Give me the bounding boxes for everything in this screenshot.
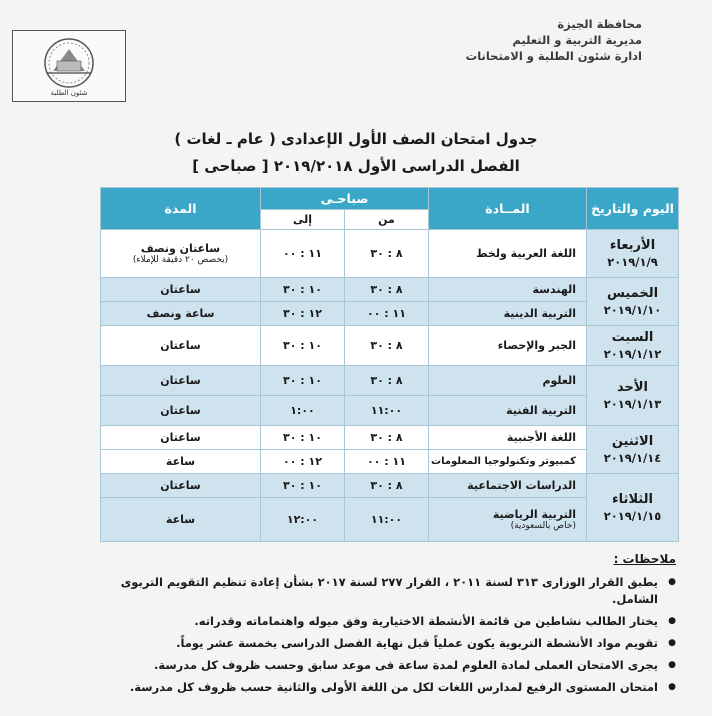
- subject-cell: العلوم: [429, 366, 587, 396]
- day-date: ٢٠١٩/١/٩: [607, 254, 658, 269]
- from-cell: ٨ : ٣٠: [345, 366, 429, 396]
- department-label: ادارة شئون الطلبة و الامتحانات: [465, 49, 642, 63]
- table-row: [101, 474, 679, 498]
- directorate-label: مديرية التربية و التعليم: [512, 33, 642, 47]
- duration-cell: ساعتان: [101, 426, 261, 450]
- table-row: [101, 230, 679, 278]
- from-cell: ١١:٠٠: [345, 498, 429, 542]
- from-cell: ١١ : ٠٠: [345, 450, 429, 474]
- to-cell: ١٠ : ٣٠: [261, 326, 345, 366]
- duration-cell: ساعتان: [101, 396, 261, 426]
- duration-cell: ساعة ونصف: [101, 302, 261, 326]
- header-from: من: [345, 210, 429, 230]
- day-name: الثلاثاء: [612, 491, 653, 507]
- exam-schedule-table: [100, 187, 679, 542]
- list-item: ● يجرى الامتحان العملى لمادة العلوم لمدة ساعة فى موعد سابق وحسب ظروف كل مدرسة.: [76, 657, 676, 674]
- from-cell: ٨ : ٣٠: [345, 230, 429, 278]
- subject-cell: [429, 498, 587, 542]
- day-date: ٢٠١٩/١/١٤: [603, 450, 662, 465]
- to-cell: ١٢ : ٣٠: [261, 302, 345, 326]
- day-date: ٢٠١٩/١/١٠: [603, 302, 662, 317]
- department-logo: [12, 30, 126, 102]
- to-cell: ١٢ : ٠٠: [261, 450, 345, 474]
- subject-cell: الجبر والإحصاء: [429, 326, 587, 366]
- duration-cell: ساعة: [101, 450, 261, 474]
- day-date: ٢٠١٩/١/١٣: [603, 396, 662, 411]
- term-title: الفصل الدراسى الأول ٢٠١٩/٢٠١٨ [ صباحى ]: [192, 157, 520, 175]
- organization-header: [466, 16, 642, 64]
- from-cell: ٨ : ٣٠: [345, 278, 429, 302]
- day-date: ٢٠١٩/١/١٥: [603, 508, 662, 523]
- to-cell: ١:٠٠: [261, 396, 345, 426]
- schedule-title: جدول امتحان الصف الأول الإعدادى ( عام ـ لغات ): [174, 130, 538, 148]
- duration-cell: ساعة: [101, 498, 261, 542]
- subject-cell: كمبيوتر وتكنولوجيا المعلومات: [429, 450, 587, 474]
- notes-list: [76, 574, 676, 701]
- to-cell: ١٠ : ٣٠: [261, 278, 345, 302]
- subject-cell: اللغة العربية ولخط: [429, 230, 587, 278]
- table-row: [101, 326, 679, 366]
- duration-cell: ساعتان: [101, 278, 261, 302]
- subject-cell: التربية الفنية: [429, 396, 587, 426]
- duration-note: (يخصص ٢٠ دقيقة للإملاء): [132, 254, 229, 265]
- day-name: الأربعاء: [609, 237, 656, 253]
- from-cell: ٨ : ٣٠: [345, 426, 429, 450]
- header-day-date: اليوم والتاريخ: [587, 188, 679, 230]
- duration-cell: ساعتان: [101, 326, 261, 366]
- to-cell: ١٠ : ٣٠: [261, 474, 345, 498]
- day-name: الخميس: [606, 285, 659, 301]
- table-row: [101, 426, 679, 450]
- subject-cell: الدراسات الاجتماعية: [429, 474, 587, 498]
- subject-note: (خاص بالسعودية): [510, 520, 576, 531]
- day-cell: [587, 230, 679, 278]
- to-cell: ١٠ : ٣٠: [261, 366, 345, 396]
- day-name: السبت: [611, 329, 654, 345]
- from-cell: ٨ : ٣٠: [345, 474, 429, 498]
- subject-cell: التربية الدينية: [429, 302, 587, 326]
- day-name: الاثنين: [611, 433, 654, 449]
- subject-cell: الهندسة: [429, 278, 587, 302]
- table-row: [101, 278, 679, 302]
- day-date: ٢٠١٩/١/١٢: [603, 346, 662, 361]
- list-item: ● يختار الطالب نشاطين من قائمة الأنشطة الاختيارية وفق ميوله واهتماماته وقدراته.: [76, 613, 676, 630]
- to-cell: ١٠ : ٣٠: [261, 426, 345, 450]
- from-cell: ٨ : ٣٠: [345, 326, 429, 366]
- list-item: ● امتحان المستوى الرفيع لمدارس اللغات لكل من اللغة الأولى والثانية حسب ظروف كل مدرسة.: [76, 679, 676, 696]
- day-cell: [587, 426, 679, 474]
- list-item: ● يطبق القرار الوزارى ٣١٣ لسنة ٢٠١١ ، القرار ٢٧٧ لسنة ٢٠١٧ بشأن إعادة تنظيم التقويم التربوى الشامل.: [76, 574, 676, 608]
- from-cell: ١١:٠٠: [345, 396, 429, 426]
- header-duration: المدة: [101, 188, 261, 230]
- header-subject: المــادة: [429, 188, 587, 230]
- table-row: [101, 366, 679, 396]
- duration-cell: ساعتان: [101, 366, 261, 396]
- day-name: الأحد: [616, 379, 648, 395]
- notes-heading: ملاحظات :: [613, 552, 676, 566]
- to-cell: ١٢:٠٠: [261, 498, 345, 542]
- list-item: ● تقويم مواد الأنشطة التربوية يكون عملياً قبل نهاية الفصل الدراسى بخمسة عشر يوماً.: [76, 635, 676, 652]
- from-cell: ١١ : ٠٠: [345, 302, 429, 326]
- to-cell: ١١ : ٠٠: [261, 230, 345, 278]
- subject-cell: اللغة الأجنبية: [429, 426, 587, 450]
- duration-text: ساعتان ونصف: [140, 241, 221, 255]
- day-cell: [587, 474, 679, 542]
- day-cell: [587, 366, 679, 426]
- day-cell: [587, 326, 679, 366]
- header-to: إلى: [261, 210, 345, 230]
- header-morning: صباحـى: [261, 188, 429, 210]
- duration-cell: [101, 230, 261, 278]
- day-cell: [587, 278, 679, 326]
- governorate-label: محافظة الجيزة: [557, 17, 642, 31]
- subject-text: التربية الرياضية: [492, 507, 576, 521]
- logo-caption: شئون الطلبة: [50, 89, 88, 97]
- duration-cell: ساعتان: [101, 474, 261, 498]
